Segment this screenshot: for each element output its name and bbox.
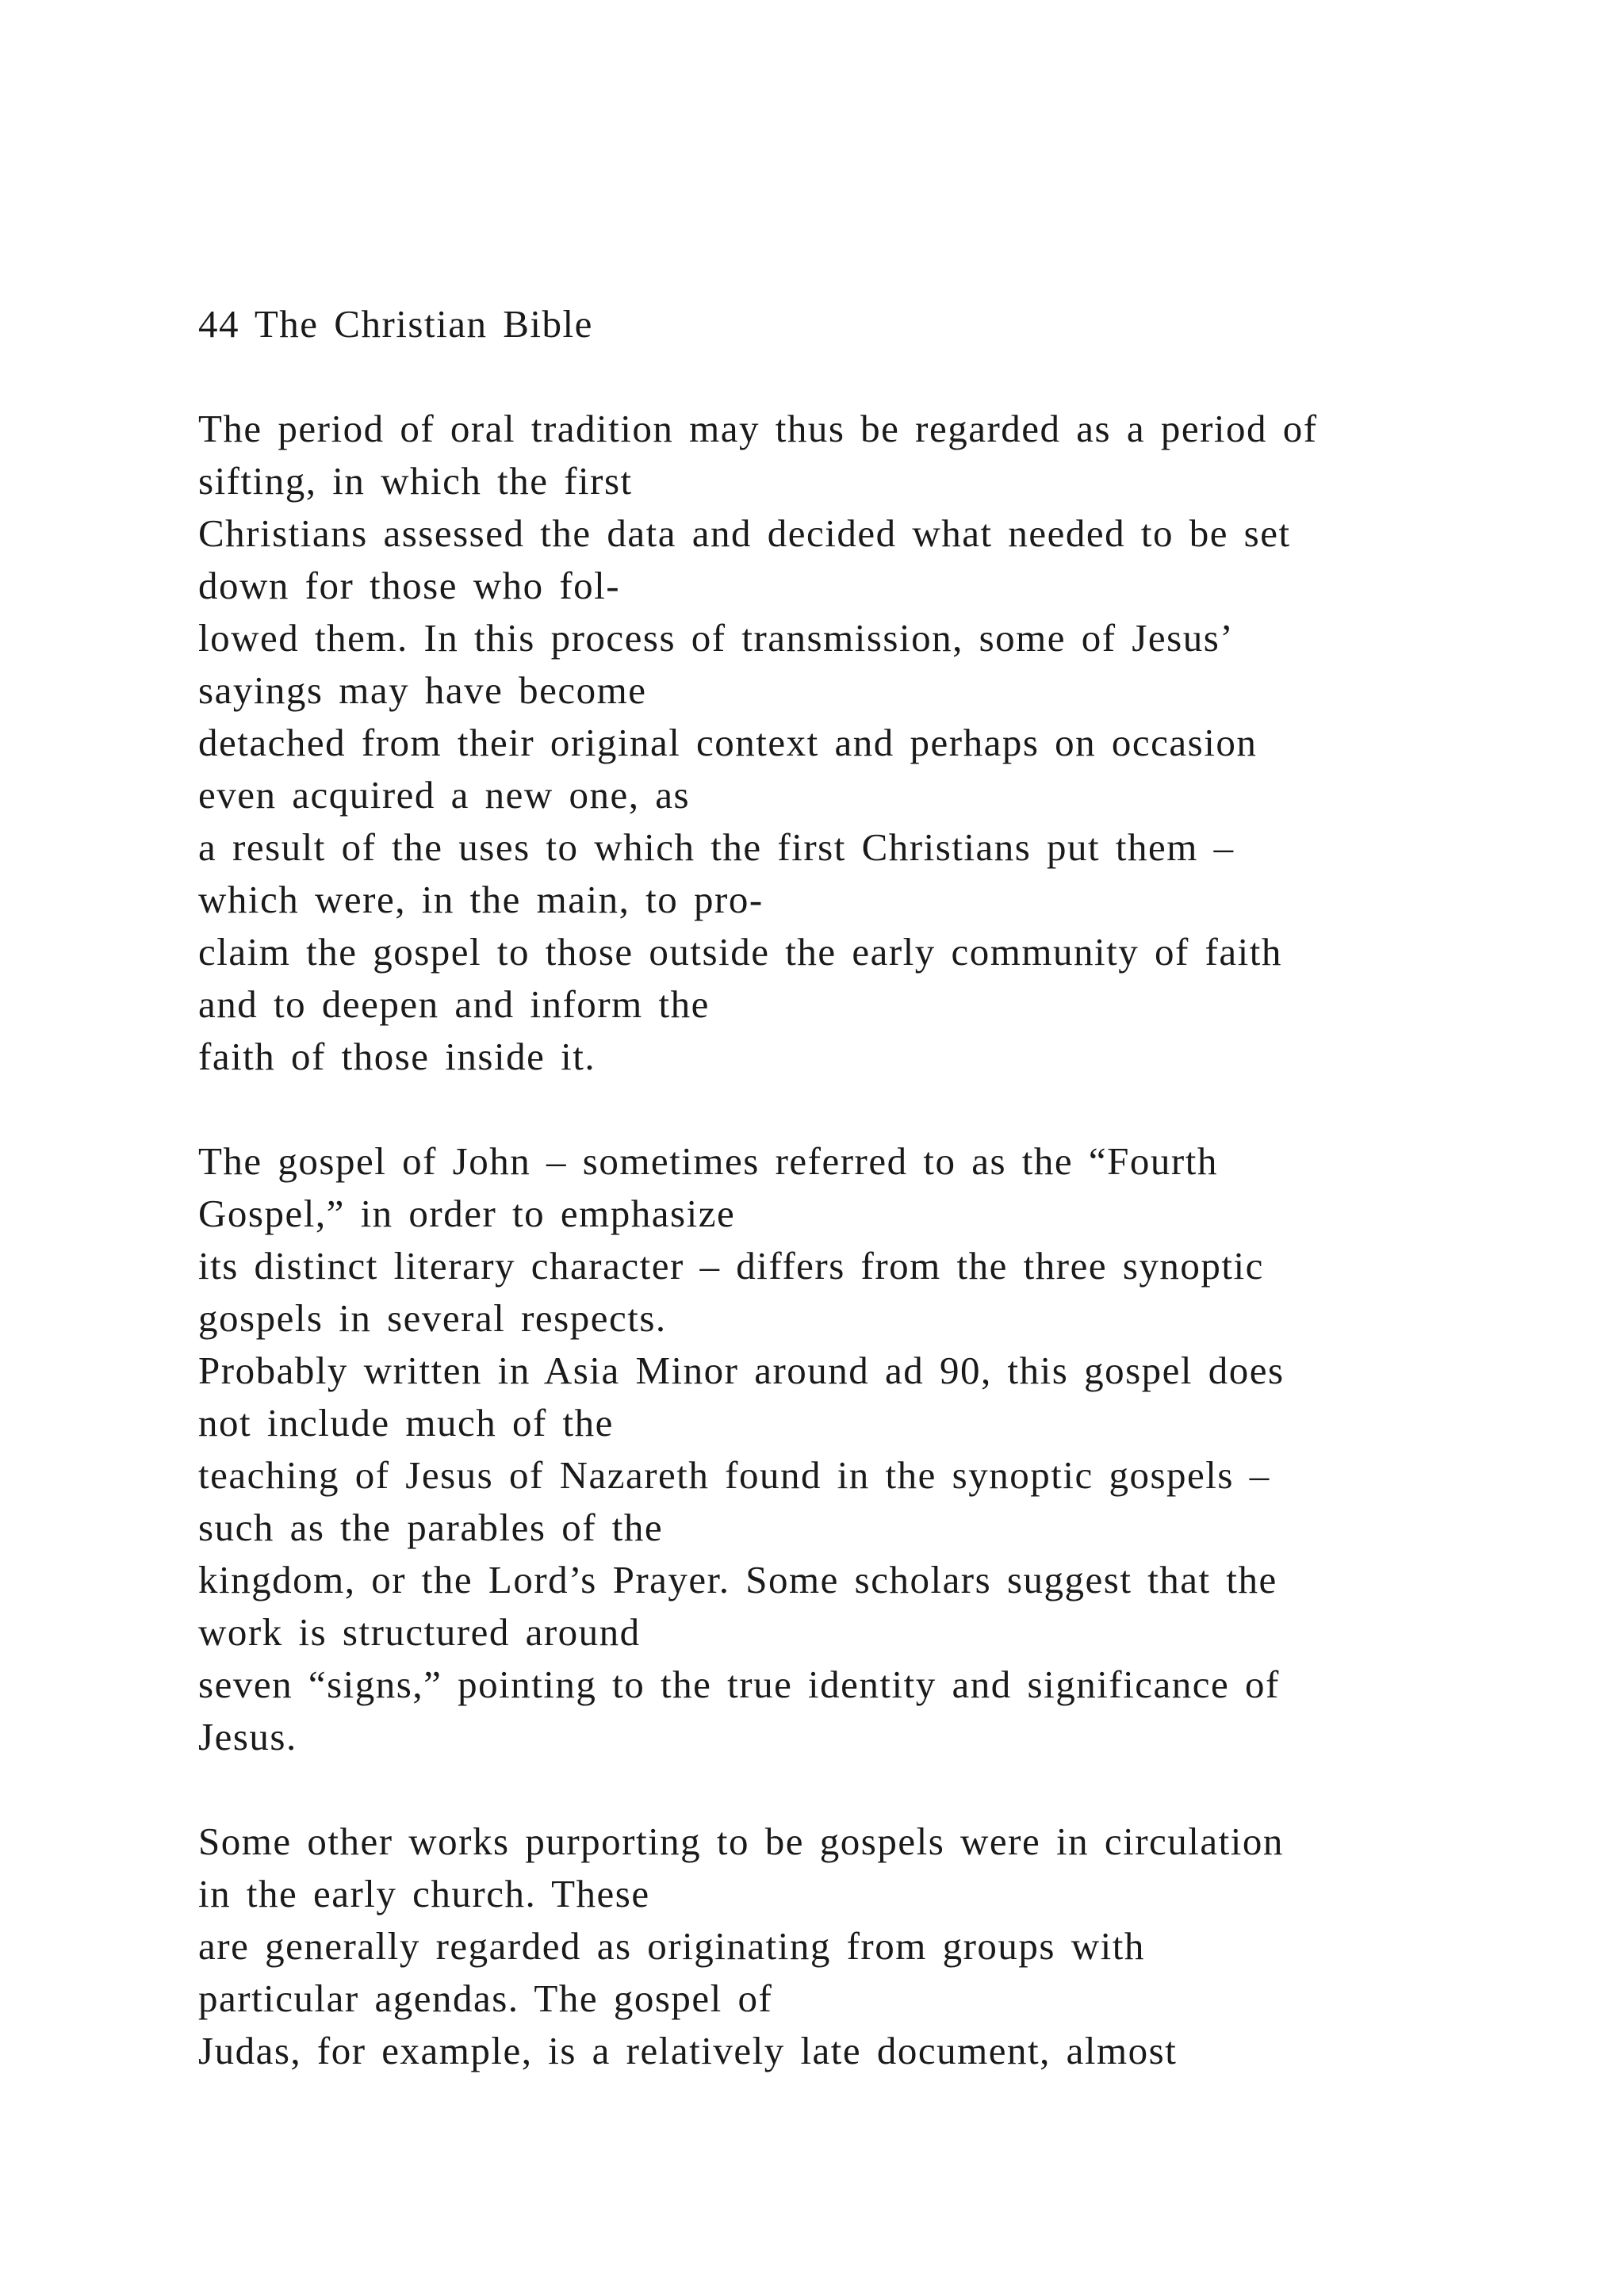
text-line: such as the parables of the: [198, 1506, 664, 1549]
text-line: down for those who fol-: [198, 564, 621, 607]
text-line: particular agendas. The gospel of: [198, 1976, 773, 2020]
text-line: seven “signs,” pointing to the true identity and significance of: [198, 1663, 1280, 1706]
paragraph-gap: [198, 350, 1546, 403]
text-line: in the early church. These: [198, 1872, 650, 1915]
paragraph-gospel-of-john: [198, 1135, 1546, 1763]
text-line: The gospel of John – sometimes referred to as the “Fourth: [198, 1139, 1218, 1183]
text-line: sifting, in which the first: [198, 459, 633, 503]
text-line: are generally regarded as originating from groups with: [198, 1924, 1145, 1968]
text-line: Probably written in Asia Minor around ad 90, this gospel does: [198, 1349, 1285, 1392]
running-head: 44 The Christian Bible: [198, 302, 593, 346]
paragraph-gap: [198, 1083, 1546, 1135]
paragraph-other-gospels: [198, 1816, 1546, 2077]
text-line: Christians assessed the data and decided what needed to be set: [198, 511, 1291, 555]
text-line: Jesus.: [198, 1715, 297, 1758]
text-line: Gospel,” in order to emphasize: [198, 1192, 736, 1235]
text-line: teaching of Jesus of Nazareth found in the synoptic gospels –: [198, 1453, 1270, 1497]
text-line: work is structured around: [198, 1610, 641, 1654]
text-line: a result of the uses to which the first Christians put them –: [198, 825, 1235, 869]
text-line: sayings may have become: [198, 668, 647, 712]
text-line: and to deepen and inform the: [198, 982, 710, 1026]
text-line: Some other works purporting to be gospels were in circulation: [198, 1820, 1284, 1863]
paragraph-oral-tradition: [198, 403, 1546, 1083]
text-line: Judas, for example, is a relatively late document, almost: [198, 2029, 1178, 2072]
text-line: detached from their original context and perhaps on occasion: [198, 721, 1258, 764]
text-line: claim the gospel to those outside the early community of faith: [198, 930, 1282, 974]
text-line: even acquired a new one, as: [198, 773, 691, 817]
text-line: faith of those inside it.: [198, 1035, 596, 1078]
text-line: gospels in several respects.: [198, 1296, 667, 1340]
text-line: its distinct literary character – differs from the three synoptic: [198, 1244, 1264, 1288]
text-line: kingdom, or the Lord’s Prayer. Some scholars suggest that the: [198, 1558, 1277, 1601]
text-line: not include much of the: [198, 1401, 614, 1445]
text-line: lowed them. In this process of transmission, some of Jesus’: [198, 616, 1235, 660]
paragraph-gap: [198, 1763, 1546, 1816]
document-body: [198, 298, 1546, 2077]
text-line: The period of oral tradition may thus be regarded as a period of: [198, 407, 1318, 450]
text-line: which were, in the main, to pro-: [198, 878, 764, 921]
